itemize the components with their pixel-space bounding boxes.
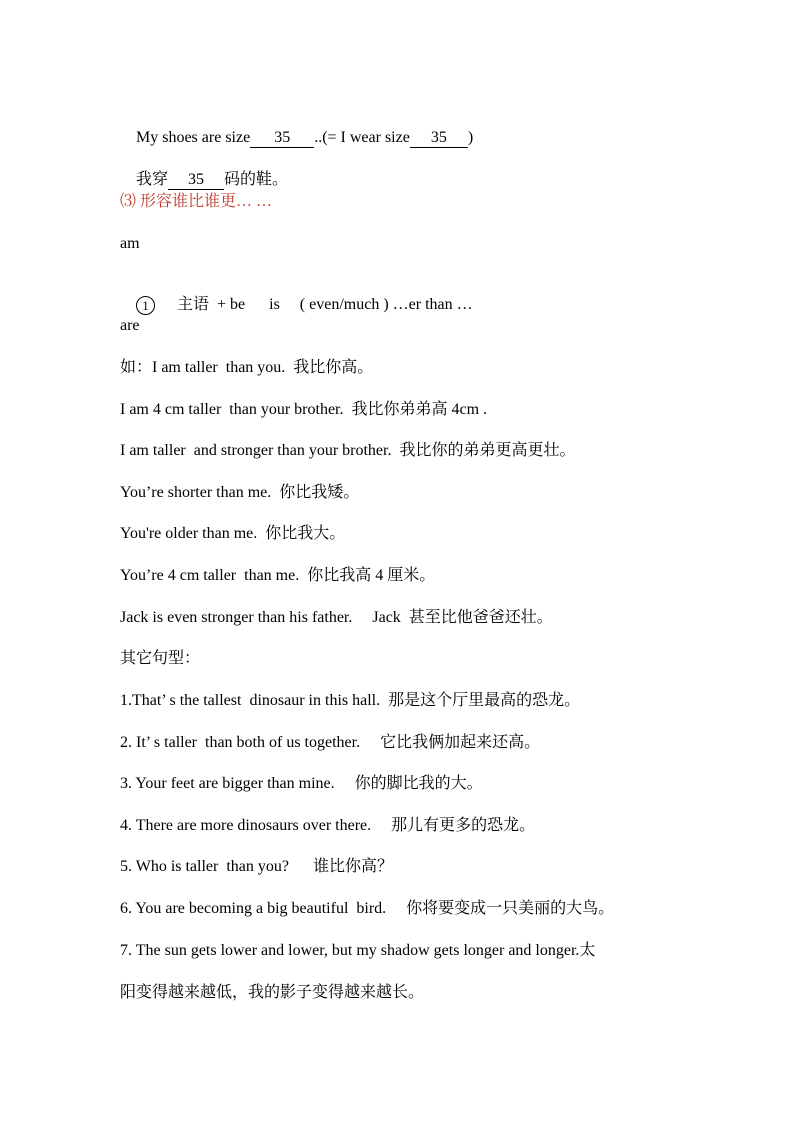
sentence-line: 7. The sun gets lower and lower, but my shadow gets longer and longer.太 (120, 942, 596, 959)
sentence-line: 6. You are becoming a big beautiful bird. 你将要变成一只美丽的大鸟。 (120, 900, 615, 917)
text: 我穿 (136, 171, 169, 188)
circled-number: 1 (136, 296, 155, 315)
text: ..(= I wear size (314, 129, 410, 146)
section-heading: ⑶ 形容谁比谁更… … (120, 193, 273, 210)
sentence-line: 1.That’ s the tallest dinosaur in this hall. 那是这个厅里最高的恐龙。 (120, 692, 581, 709)
example-line: Jack is even stronger than his father. Jack 甚至比他爸爸还壮。 (120, 609, 553, 626)
sentence-line-continued: 阳变得越来越低，我的影子变得越来越长。 (120, 984, 425, 1001)
pattern-text: 主语 + be is ( even/much ) …er than … (177, 296, 473, 313)
text: ) (467, 129, 474, 146)
sentence-line: 4. There are more dinosaurs over there. 那儿有更多的恐龙。 (120, 817, 536, 834)
example-line: You’re 4 cm taller than me. 你比我高 4 厘米。 (120, 567, 436, 584)
example-line: I am taller and stronger than your brother. 我比你的弟弟更高更壮。 (120, 442, 576, 459)
fill-blank: 35 (250, 129, 314, 148)
example-line: I am 4 cm taller than your brother. 我比你弟弟高 4cm . (120, 401, 488, 418)
sentence-line: 2. It’ s taller than both of us together. 它比我俩加起来还高。 (120, 734, 541, 751)
text: My shoes are size (136, 129, 251, 146)
example-line: 如：I am taller than you. 我比你高。 (120, 359, 374, 376)
example-line: You're older than me. 你比我大。 (120, 525, 346, 542)
fill-blank: 35 (168, 171, 224, 190)
fill-blank: 35 (410, 129, 468, 148)
sentence-line: 3. Your feet are bigger than mine. 你的脚比我的大。 (120, 775, 483, 792)
sentence-line: 5. Who is taller than you? 谁比你高？ (120, 858, 394, 875)
grammar-am: am (120, 235, 140, 252)
grammar-are: are (120, 317, 140, 334)
other-patterns-heading: 其它句型： (120, 650, 201, 667)
grammar-pattern (120, 275, 473, 335)
text: 码的鞋。 (224, 171, 289, 188)
example-line: You’re shorter than me. 你比我矮。 (120, 484, 360, 501)
